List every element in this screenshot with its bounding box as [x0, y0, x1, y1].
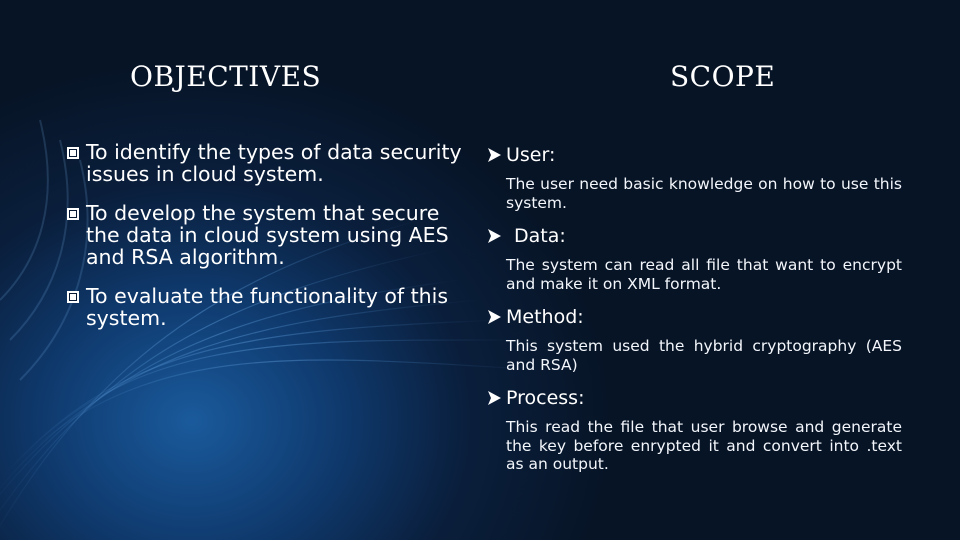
scope-heading	[486, 305, 902, 329]
scope-heading	[486, 143, 902, 167]
scope-item	[486, 143, 902, 212]
arrow-bullet-icon	[486, 390, 502, 406]
objective-text: To evaluate the functionality of this system.	[86, 284, 449, 330]
scope-label: Data:	[514, 225, 566, 247]
scope-list	[486, 143, 902, 486]
objectives-title: OBJECTIVES	[130, 60, 322, 93]
arrow-bullet-icon	[486, 309, 502, 325]
scope-label: Process:	[506, 387, 585, 409]
scope-description: The system can read all file that want to encrypt and make it on XML format.	[506, 256, 902, 293]
scope-heading	[486, 224, 902, 248]
scope-description: The user need basic knowledge on how to use this system.	[506, 175, 902, 212]
scope-heading	[486, 386, 902, 410]
objective-text: To develop the system that secure the data in cloud system using AES and RSA algorithm.	[86, 201, 449, 269]
checkbox-bullet-icon	[66, 146, 80, 160]
scope-item	[486, 305, 902, 374]
checkbox-bullet-icon	[66, 290, 80, 304]
checkbox-bullet-icon	[66, 207, 80, 221]
scope-item	[486, 386, 902, 474]
scope-title: SCOPE	[670, 60, 776, 93]
objective-text: To identify the types of data security issues in cloud system.	[86, 140, 462, 186]
scope-description: This read the file that user browse and generate the key before enrypted it and convert into .text as an output.	[506, 418, 902, 473]
objective-item	[66, 202, 466, 268]
objectives-list	[66, 141, 466, 346]
objective-item	[66, 285, 466, 329]
arrow-bullet-icon	[486, 228, 502, 244]
arrow-bullet-icon	[486, 147, 502, 163]
objective-item	[66, 141, 466, 185]
scope-item	[486, 224, 902, 293]
scope-label: User:	[506, 144, 556, 166]
scope-label: Method:	[506, 306, 584, 328]
scope-description: This system used the hybrid cryptography (AES and RSA)	[506, 337, 902, 374]
